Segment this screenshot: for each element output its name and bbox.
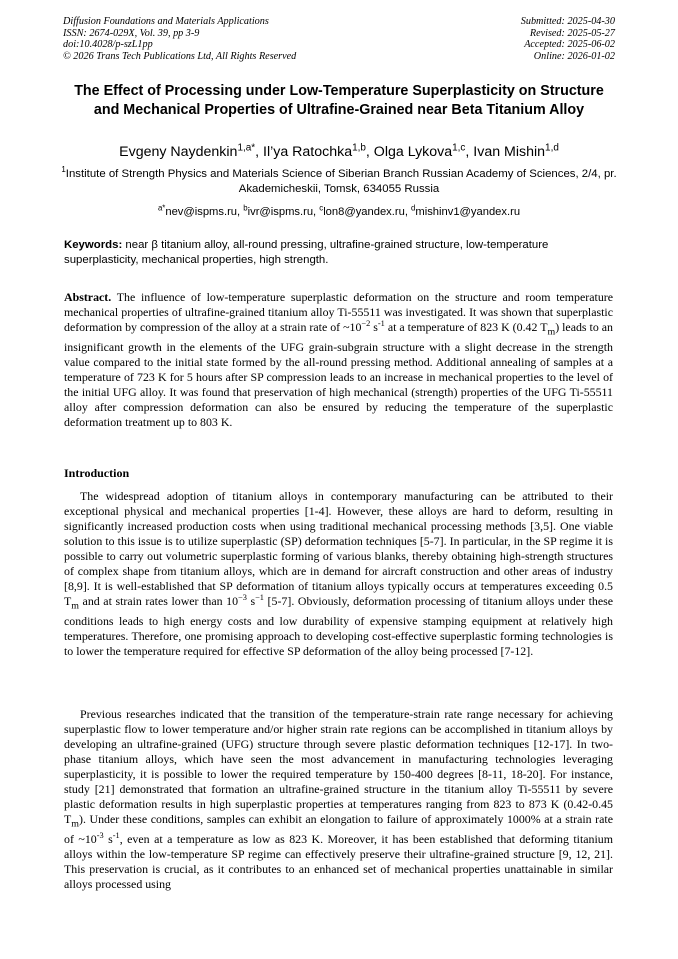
affiliation [60,167,618,196]
exponent: −2 [361,319,371,329]
email-mark: a* [157,203,166,213]
paragraph-text: s [103,831,113,846]
email-link[interactable]: nev@ispms.ru [165,206,238,218]
author-name: Ivan Mishin [473,144,546,160]
abstract-text: s [370,320,378,335]
affiliation-mark: 1 [61,165,66,175]
author-affiliation-mark: 1,d [545,142,559,154]
date-submitted: Submitted: 2025-04-30 [520,16,615,27]
publication-dates [521,16,615,62]
exponent: −3 [238,593,247,603]
abstract-label: Abstract. [64,290,112,304]
keywords-label: Keywords: [64,239,123,251]
paragraph-text: ). Under these conditions, samples can exhibit an elongation to failure of approximately 1000% at a strain rate of ~10 [64,812,613,846]
paragraph-text: Previous researches indicated that the transition of the temperature-strain rate range necessary for achieving superplastic flow to lower temperature and/or higher strain rate regions can be accomplished in titanium alloys by developing an ultrafine-grained (UFG) structure through severe plastic deformation techniques [12-17]. In two-phase titanium alloys, which have seen the most advancement in manufacturing technologies leveraging superplasticity, it is possible to lower the required temperature by 150-400 degrees [8-11, 18-20]. For instance, study [21] demonstrated that formation an ultrafine-grained structure in the titanium alloy Ti-55511 by severe plastic deformation results in high superplastic properties at temperatures ranging from 823 to 873 K (0.42-0.45 T [64,707,613,827]
author-affiliation-mark: 1,a* [237,142,256,154]
paragraph-text: s [246,594,256,609]
paragraph-text: and at strain rates lower than 10 [78,594,239,609]
date-accepted: Accepted: 2025-06-02 [524,39,615,51]
journal-issn: ISSN: 2674-029X, Vol. 39, pp 3-9 [63,27,200,39]
paragraph-text: [5-7]. Obviously, deformation processing of titanium alloys under these conditions leads to high energy costs and low durability of expensive stamping equipment at relatively high temperatures. Therefore, one promising approach to developing cost-effective superplastic forming technologies is to lower the temperature required for effective SP deformation of the alloy being processed [7-12]. [64,594,614,658]
affiliation-text: Institute of Strength Physics and Materials Science of Siberian Branch Russian Academy of Sciences, 2/4, pr. Akademicheskii, Tomsk, 634055 Russia [65,168,617,195]
paragraph-text: , even at a temperature as low as 823 K. Moreover, it has been established that deforming titanium alloys within the low-temperature SP regime can effectively preserve their ultrafine-grained structure [9, 12, 21]. This preservation is crucial, as it contributes to an enhanced set of mechanical properties unattainable in similar alloys processed using [64,831,613,891]
paper-title: The Effect of Processing under Low-Temperature Superplasticity on Structure and Mechanical Properties of Ultrafine-Grained near Beta Titanium Alloy [74,83,604,118]
subscript: m [71,600,79,612]
email-mark: b [243,203,248,213]
exponent: -1 [112,830,120,840]
journal-doi[interactable]: doi:10.4028/p-szL1pp [63,39,153,51]
exponent: −1 [255,593,264,603]
journal-info [63,16,296,62]
journal-name: Diffusion Foundations and Materials Applications [63,16,269,27]
email-mark: c [319,203,324,213]
abstract-section [64,290,613,430]
date-online: Online: 2026-01-02 [533,50,615,62]
abstract-text: ) leads to an insignificant growth in the elements of the UFG grain-subgrain structure with a slight decrease in the strength value compared to the initial state formed by the all-round pressing method. Additional annealing of samples at a temperature of 723 K for 5 hours after SP compression leads to an increase in mechanical properties to the level of the initial UFG alloy. It was found that preservation of high mechanical (strength) properties of the UFG Ti-55511 alloy after compression deformation can also be ensured by reducing the temperature of the superplastic deformation treatment up to 803 K. [64,320,613,429]
paragraph-text: The widespread adoption of titanium alloys in contemporary manufacturing can be attributed to their exceptional physical and mechanical properties [1-4]. However, these alloys are hard to deform, resulting in significantly increased production costs when using traditional mechanical processing methods [3,5]. One viable solution to this issue is to utilize superplastic (SP) deformation techniques [5-7]. In particular, in the SP regime it is possible to carry out volumetric superplastic forming of various blanks, thereby obtaining high-strength structures of complex shape from titanium alloys, which are in demand for aircraft construction and other areas of industry [8,9]. It is well-established that SP deformation of titanium alloys typically occurs at temperatures exceeding 0.5 T [64,489,613,609]
journal-copyright: © 2026 Trans Tech Publications Ltd, All Rights Reserved [63,50,297,62]
abstract-text: at a temperature of 823 K (0.42 T [384,320,548,335]
keywords-text: near β titanium alloy, all-round pressing, ultrafine-grained structure, low-temperature superplasticity, mechanical properties, high strength. [64,239,549,266]
email-link[interactable]: mishinv1@yandex.ru [415,206,521,218]
author-name: Il’ya Ratochka [263,144,353,160]
exponent: -3 [96,830,104,840]
author-affiliation-mark: 1,c [452,142,466,154]
author-affiliation-mark: 1,b [352,142,366,154]
abstract-text: The influence of low-temperature superplastic deformation on the structure and room temperature mechanical properties of ultrafine-grained titanium alloy Ti-55511 was investigated. It was shown that superplastic deformation by compression of the alloy at a strain rate of ~10 [64,290,613,335]
intro-paragraph-2 [64,707,613,892]
author-name: Olga Lykova [373,144,453,160]
author-name: Evgeny Naydenkin [119,144,238,160]
keywords-section [64,238,613,268]
date-revised: Revised: 2025-05-27 [529,27,615,39]
email-link[interactable]: lon8@yandex.ru [323,206,405,218]
subscript: m [71,818,79,830]
email-mark: d [411,203,416,213]
intro-paragraph-1 [64,489,613,659]
exponent: -1 [377,319,385,329]
email-list: $^{a*}$nev@ispms.ru, $^b$ivr@ispms.ru, $^c$lon8@yandex.ru, $^d$mishinv1@yandex.ru [157,203,521,218]
email-link[interactable]: ivr@ispms.ru [247,206,314,218]
section-heading-introduction: Introduction [64,466,130,480]
subscript: m [547,326,556,338]
author-list: Evgeny Naydenkin$^{1,a*}$, Il’ya Ratochka$^{1,b}$, Olga Lykova$^{1,c}$, Ivan Mishin$^{1,d}$ [119,142,559,160]
